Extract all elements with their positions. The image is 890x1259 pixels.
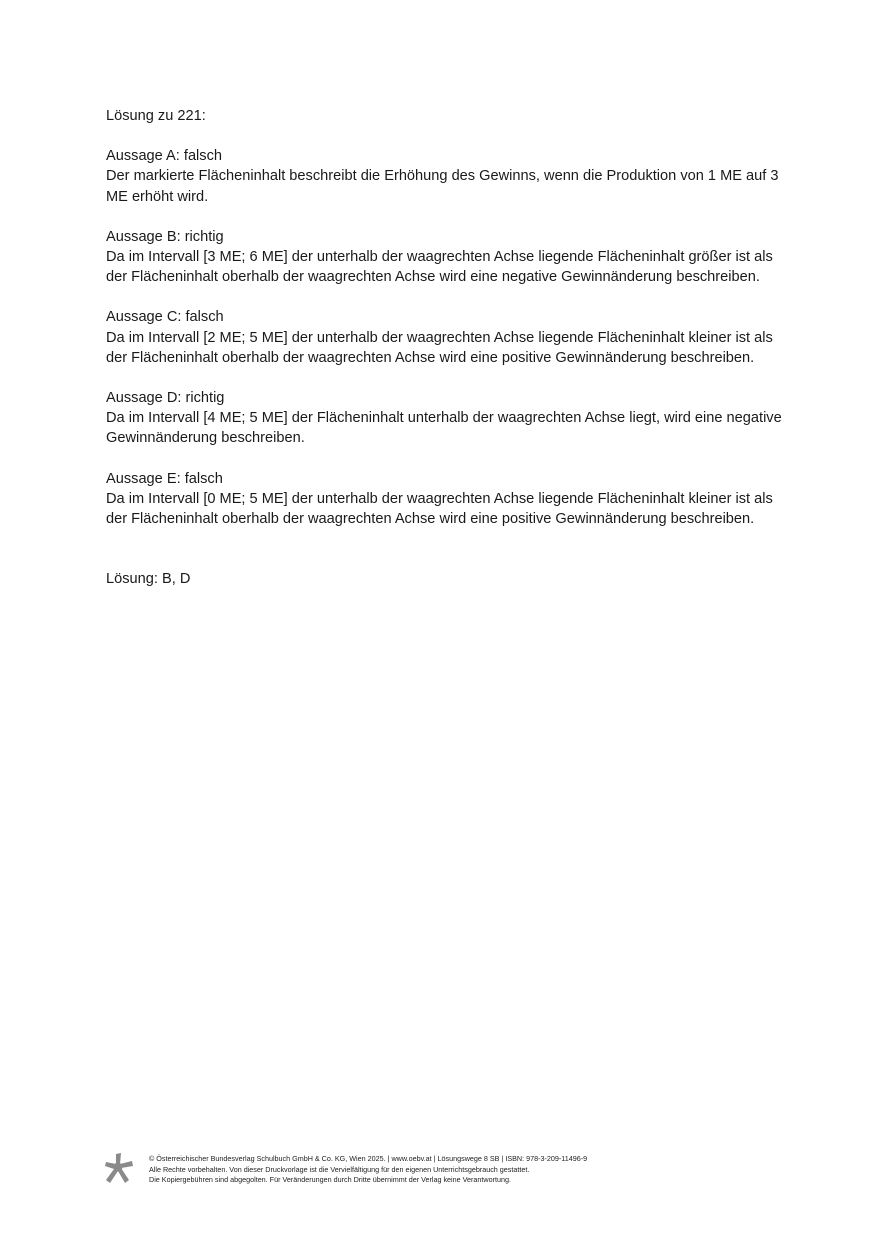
- statement-c: [106, 307, 796, 368]
- statement-title: Aussage E: falsch: [106, 470, 223, 487]
- statement-title: Aussage D: richtig: [106, 390, 225, 407]
- statement-text: Da im Intervall [2 ME; 5 ME] der unterhalb der waagrechten Achse liegende Flächeninhalt kleiner ist als der Flächeninhalt oberhalb der waagrechten Achse wird eine positive Gewinnänderung beschreiben.: [106, 329, 773, 366]
- statement-title: Aussage A: falsch: [106, 148, 223, 165]
- statement-b: [106, 227, 796, 288]
- statement-d: [106, 388, 796, 449]
- statement-text: Da im Intervall [4 ME; 5 ME] der Flächeninhalt unterhalb der waagrechten Achse liegt, wird eine negative Gewinnänderung beschreiben.: [106, 410, 782, 447]
- statement-e: [106, 469, 796, 530]
- statement-title: Aussage B: richtig: [106, 228, 224, 245]
- document-body: [106, 106, 796, 604]
- statement-text: Da im Intervall [3 ME; 6 ME] der unterhalb der waagrechten Achse liegende Flächeninhalt größer ist als der Flächeninhalt oberhalb der waagrechten Achse wird eine negative Gewinnänderung beschreiben.: [106, 249, 773, 286]
- page-heading: Lösung zu 221:: [106, 108, 206, 124]
- footer-line: Die Kopiergebühren sind abgegolten. Für Veränderungen durch Dritte übernimmt der Verlag keine Verantwortung.: [149, 1175, 511, 1185]
- statement-text: Der markierte Flächeninhalt beschreibt die Erhöhung des Gewinns, wenn die Produktion von 1 ME auf 3 ME erhöht wird.: [106, 168, 779, 205]
- footer-line: Alle Rechte vorbehalten. Von dieser Druckvorlage ist die Vervielfältigung für den eigenen Unterrichtsgebrauch gestattet.: [149, 1164, 530, 1174]
- footer-line: © Österreichischer Bundesverlag Schulbuch GmbH & Co. KG, Wien 2025. | www.oebv.at | Lösungswege 8 SB | ISBN: 978-3-209-11496-9: [149, 1154, 588, 1163]
- publisher-logo-icon: [104, 1153, 134, 1185]
- page-footer: [104, 1153, 804, 1187]
- solution-line: Lösung: B, D: [106, 571, 191, 588]
- statement-a: [106, 146, 796, 207]
- statement-title: Aussage C: falsch: [106, 309, 224, 326]
- footer-copyright: [149, 1154, 587, 1186]
- statement-text: Da im Intervall [0 ME; 5 ME] der unterhalb der waagrechten Achse liegende Flächeninhalt kleiner ist als der Flächeninhalt oberhalb der waagrechten Achse wird eine positive Gewinnänderung beschreiben.: [106, 490, 773, 528]
